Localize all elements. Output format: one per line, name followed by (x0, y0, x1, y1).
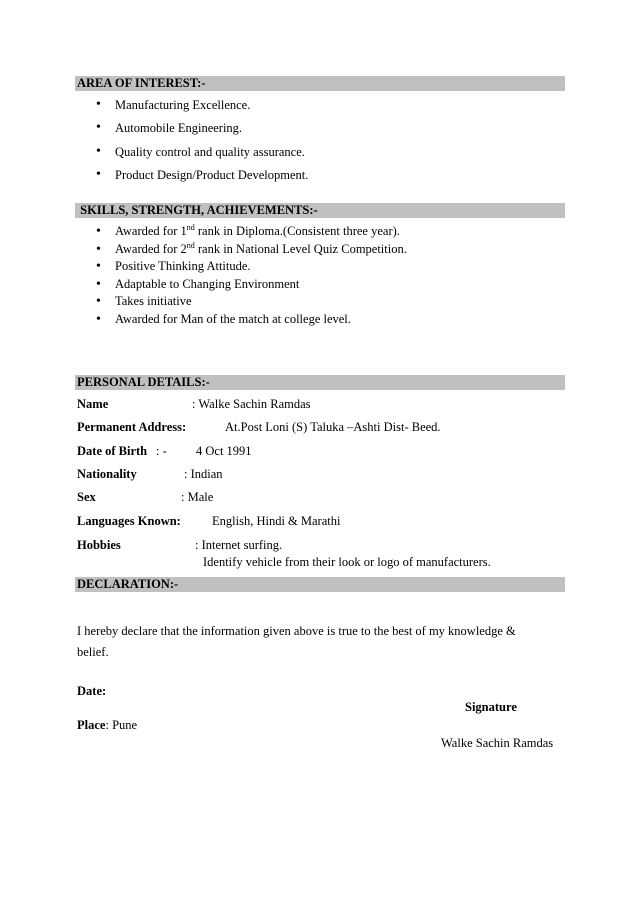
personal-details-heading: PERSONAL DETAILS:- (75, 375, 565, 390)
address-label: Permanent Address: (77, 420, 187, 434)
declaration-text: I hereby declare that the information given above is true to the best of my knowledge & (77, 624, 516, 638)
hobbies-value: : Internet surfing. (195, 538, 283, 552)
list-item: • Manufacturing Excellence. (96, 96, 308, 119)
list-item: • Product Design/Product Development. (96, 166, 308, 189)
area-of-interest-list (96, 96, 308, 189)
list-item: • Takes initiative (96, 293, 407, 311)
place-label: Place (77, 718, 106, 732)
item-text: Awarded for 1 (115, 224, 187, 238)
hobbies-label: Hobbies (77, 538, 121, 552)
declaration-text-2: belief. (77, 645, 109, 659)
ordinal-suffix: nd (186, 223, 195, 232)
signature-label: Signature (465, 700, 517, 714)
address-value: At.Post Loni (S) Taluka –Ashti Dist- Beed. (225, 420, 441, 434)
item-text: rank in National Level Quiz Competition. (194, 241, 407, 256)
dob-label: Date of Birth (77, 444, 148, 458)
sex-value: : Male (181, 490, 214, 504)
nationality-label: Nationality (77, 467, 137, 481)
item-text: rank in Diploma.(Consistent three year). (194, 224, 400, 238)
declaration-heading: DECLARATION:- (75, 577, 565, 592)
dob-value: 4 Oct 1991 (196, 444, 252, 458)
place-value: : Pune (105, 718, 138, 732)
languages-value: English, Hindi & Marathi (212, 514, 341, 528)
list-item: • Positive Thinking Attitude. (96, 258, 407, 276)
sex-label: Sex (77, 490, 96, 504)
list-item (96, 241, 407, 259)
list-item: • Adaptable to Changing Environment (96, 276, 407, 294)
name-label: Name (77, 397, 109, 411)
list-item: • Automobile Engineering. (96, 119, 308, 142)
hobbies-value-2: Identify vehicle from their look or logo of manufacturers. (203, 555, 491, 569)
area-of-interest-heading: AREA OF INTEREST:- (75, 76, 565, 91)
dob-separator: : - (156, 444, 167, 458)
list-item: • Awarded for Man of the match at college level. (96, 311, 407, 329)
item-text: Awarded for 2 (115, 241, 187, 256)
list-item: • Quality control and quality assurance. (96, 143, 308, 166)
skills-heading: SKILLS, STRENGTH, ACHIEVEMENTS:- (75, 203, 565, 218)
languages-label: Languages Known: (77, 514, 181, 528)
signer-name: Walke Sachin Ramdas (441, 736, 554, 750)
date-label: Date: (77, 684, 107, 698)
list-item (96, 223, 407, 241)
skills-list (96, 223, 407, 329)
nationality-value: : Indian (184, 467, 223, 481)
ordinal-suffix: nd (186, 240, 195, 250)
place-line (77, 718, 137, 733)
name-value: : Walke Sachin Ramdas (192, 397, 311, 411)
